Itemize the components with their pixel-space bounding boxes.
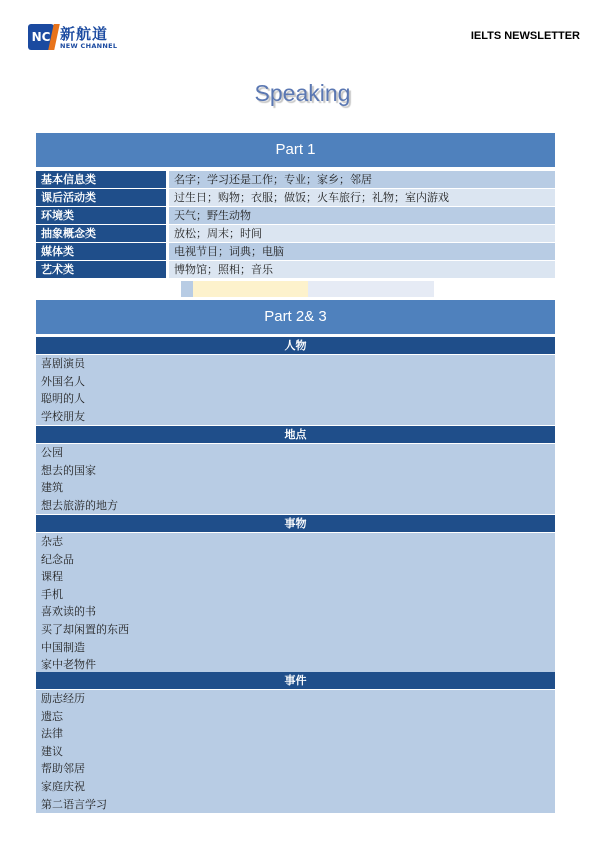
list-item: 杂志 (41, 535, 63, 548)
part1-topics: 天气；野生动物 (169, 207, 555, 224)
section-body-events (36, 690, 555, 813)
decorative-block (193, 281, 308, 297)
section-header-places: 地点 (36, 426, 555, 443)
list-item: 遗忘 (41, 709, 63, 723)
list-item: 想去旅游的地方 (41, 498, 118, 512)
part1-topics: 名字；学习还是工作；专业；家乡；邻居 (169, 171, 555, 188)
part1-category: 环境类 (36, 207, 166, 224)
part1-row (36, 207, 555, 225)
section-header-events: 事件 (36, 672, 555, 689)
part1-topics: 过生日；购物；衣服；做饭；火车旅行；礼物；室内游戏 (169, 189, 555, 206)
logo-chinese-text: 新航道 (60, 25, 109, 43)
part1-row (36, 171, 555, 189)
list-item: 中国制造 (41, 640, 85, 654)
list-item: 课程 (41, 570, 63, 584)
part1-category: 课后活动类 (36, 189, 166, 206)
list-item: 喜剧演员 (41, 357, 85, 370)
part1-row (36, 243, 555, 261)
list-item: 学校朋友 (41, 409, 85, 423)
list-item: 聪明的人 (41, 392, 85, 406)
list-item: 公园 (41, 446, 63, 459)
list-item: 第二语言学习 (41, 797, 107, 811)
list-item: 家中老物件 (41, 658, 96, 672)
newsletter-label: IELTS NEWSLETTER (470, 30, 580, 42)
list-item: 法律 (41, 727, 63, 741)
logo (28, 24, 120, 52)
list-item: 励志经历 (41, 692, 85, 705)
part1-row (36, 225, 555, 243)
part1-category: 基本信息类 (36, 171, 166, 188)
list-item: 建筑 (41, 481, 63, 495)
section-header-people: 人物 (36, 337, 555, 354)
part1-topics: 放松；周末；时间 (169, 225, 555, 242)
part1-topics: 电视节目；词典；电脑 (169, 243, 555, 260)
list-item: 外国名人 (41, 374, 85, 388)
part1-row (36, 261, 555, 279)
logo-mark: NC (28, 24, 54, 50)
list-item: 想去的国家 (41, 463, 96, 477)
part1-heading: Part 1 (36, 133, 555, 167)
section-body-people (36, 355, 555, 425)
logo-english-text: NEW CHANNEL (60, 42, 118, 50)
section-body-places (36, 444, 555, 514)
decorative-block (308, 281, 434, 297)
part1-category: 艺术类 (36, 261, 166, 278)
decorative-block (181, 281, 193, 297)
list-item: 喜欢读的书 (41, 605, 96, 619)
page-title: Speaking (254, 80, 351, 106)
list-item: 纪念品 (41, 552, 74, 566)
list-item: 帮助邻居 (41, 762, 85, 776)
part1-row (36, 189, 555, 207)
list-item: 家庭庆祝 (41, 779, 85, 793)
section-header-things: 事物 (36, 515, 555, 532)
list-item: 建议 (41, 744, 63, 758)
part1-category: 媒体类 (36, 243, 166, 260)
part1-topics: 博物馆；照相；音乐 (169, 261, 555, 278)
part23-heading: Part 2& 3 (36, 300, 555, 334)
section-body-things (36, 533, 555, 674)
list-item: 买了却闲置的东西 (41, 622, 129, 636)
part1-category: 抽象概念类 (36, 225, 166, 242)
list-item: 手机 (41, 587, 63, 601)
